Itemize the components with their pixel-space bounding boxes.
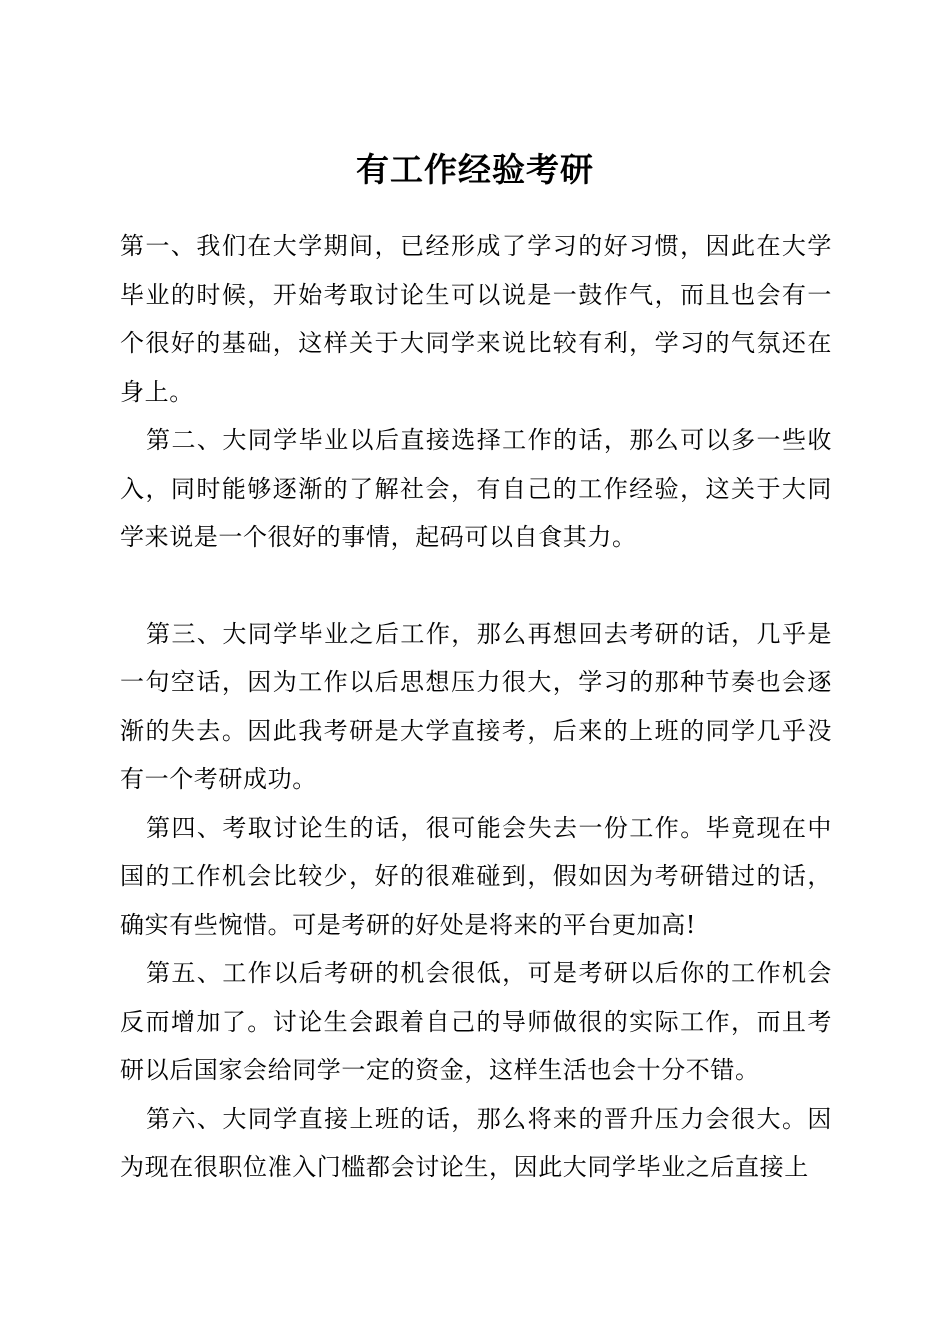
paragraph-3: 第三、大同学毕业之后工作，那么再想回去考研的话，几乎是一句空话，因为工作以后思想压力很大，学习的那种节奏也会逐渐的失去。因此我考研是大学直接考，后来的上班的同学几乎没有一个考研成功。 (120, 619, 832, 793)
paragraph-6: 第六、大同学直接上班的话，那么将来的晋升压力会很大。因为现在很职位准入门槛都会讨论生，因此大同学毕业之后直接上 (120, 1104, 832, 1181)
document-title: 有工作经验考研 (356, 150, 594, 189)
paragraph-4: 第四、考取讨论生的话，很可能会失去一份工作。毕竟现在中国的工作机会比较少，好的很难碰到，假如因为考研错过的话，确实有些惋惜。可是考研的好处是将来的平台更加高! (120, 813, 832, 939)
document-body (120, 222, 832, 1192)
paragraph-gap (120, 562, 832, 610)
paragraph-1: 第一、我们在大学期间，已经形成了学习的好习惯，因此在大学毕业的时候，开始考取讨论生可以说是一鼓作气，而且也会有一个很好的基础，这样关于大同学来说比较有利，学习的气氛还在身上。 (120, 232, 832, 406)
paragraph-2: 第二、大同学毕业以后直接选择工作的话，那么可以多一些收入，同时能够逐渐的了解社会，有自己的工作经验，这关于大同学来说是一个很好的事情，起码可以自食其力。 (120, 426, 832, 551)
paragraph-5: 第五、工作以后考研的机会很低，可是考研以后你的工作机会反而增加了。讨论生会跟着自己的导师做很的实际工作，而且考研以后国家会给同学一定的资金，这样生活也会十分不错。 (120, 959, 832, 1084)
